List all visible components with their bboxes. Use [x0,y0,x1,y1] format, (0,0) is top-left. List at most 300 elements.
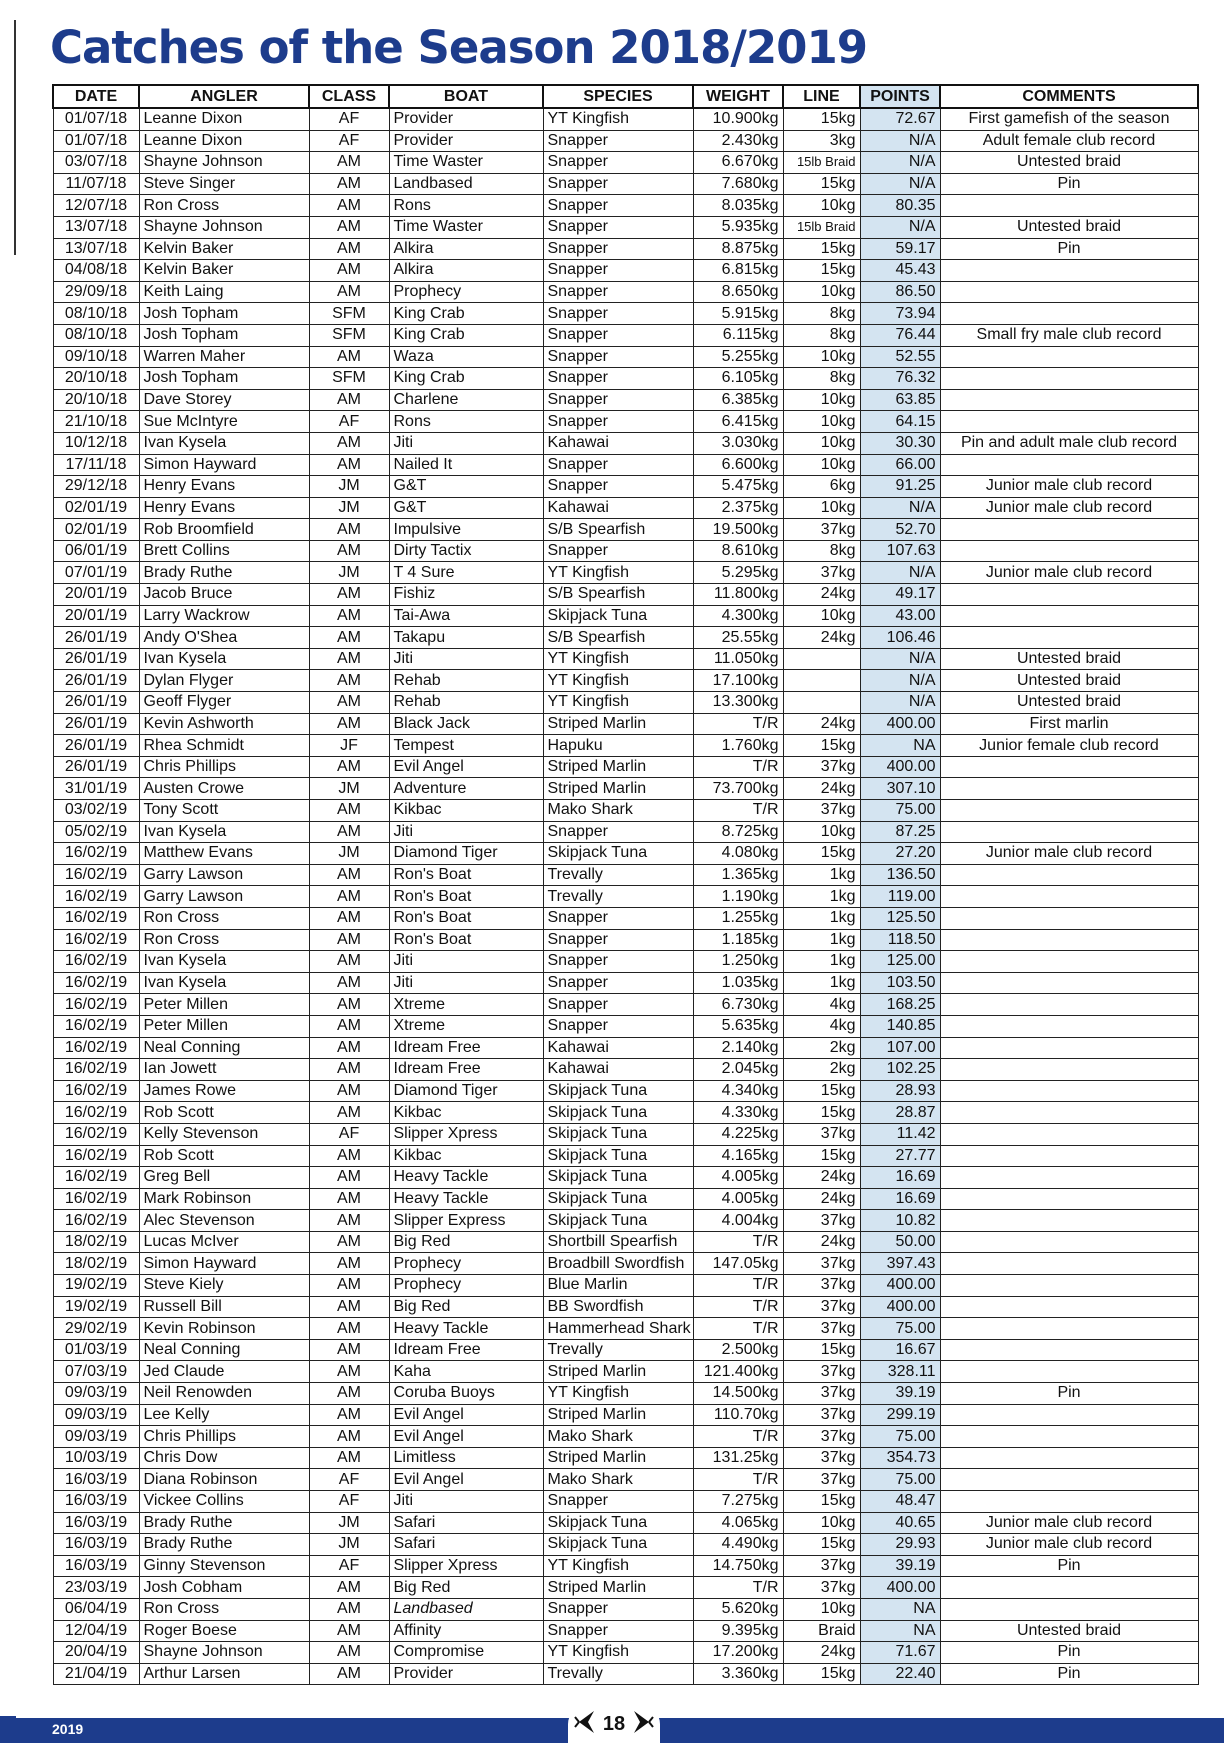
cell-species: Snapper [543,346,693,368]
cell-boat: Idream Free [389,1059,543,1081]
cell-points: N/A [860,670,940,692]
cell-date: 03/07/18 [53,152,139,174]
table-row [53,1145,1198,1167]
cell-class: AM [309,800,389,822]
cell-class: AM [309,1275,389,1297]
cell-angler: Josh Topham [139,303,309,325]
cell-weight: 2.045kg [693,1059,783,1081]
cell-class: AM [309,1598,389,1620]
cell-species: Skipjack Tuna [543,1188,693,1210]
cell-boat: Ron's Boat [389,864,543,886]
cell-angler: Brady Ruthe [139,562,309,584]
cell-date: 26/01/19 [53,756,139,778]
cell-boat: Rehab [389,692,543,714]
cell-date: 07/03/19 [53,1361,139,1383]
cell-weight: 1.365kg [693,864,783,886]
cell-class: AM [309,260,389,282]
table-row [53,670,1198,692]
table-row [53,1404,1198,1426]
cell-comments [940,1404,1198,1426]
cell-line: 37kg [783,1361,860,1383]
cell-boat: Prophecy [389,281,543,303]
cell-angler: Lucas McIver [139,1231,309,1253]
cell-species: Snapper [543,152,693,174]
cell-species: Skipjack Tuna [543,1534,693,1556]
cell-angler: Larry Wackrow [139,605,309,627]
table-row [53,108,1198,130]
table-row [53,843,1198,865]
cell-date: 03/02/19 [53,800,139,822]
cell-boat: Slipper Xpress [389,1123,543,1145]
cell-boat: Prophecy [389,1253,543,1275]
cell-species: Striped Marlin [543,1447,693,1469]
cell-weight: 1.185kg [693,929,783,951]
cell-boat: Slipper Express [389,1210,543,1232]
cell-species: Skipjack Tuna [543,843,693,865]
column-header-boat: BOAT [389,85,543,108]
cell-comments [940,540,1198,562]
cell-points: 400.00 [860,1275,940,1297]
cell-weight: 8.875kg [693,238,783,260]
cell-line: 10kg [783,281,860,303]
cell-class: AM [309,821,389,843]
cell-date: 21/10/18 [53,411,139,433]
table-row [53,476,1198,498]
cell-weight: 5.935kg [693,216,783,238]
cell-comments [940,864,1198,886]
column-header-angler: ANGLER [139,85,309,108]
cell-line: 37kg [783,1210,860,1232]
cell-comments [940,519,1198,541]
column-header-class: CLASS [309,85,389,108]
cell-boat: Provider [389,108,543,130]
cell-line: 10kg [783,389,860,411]
table-row [53,260,1198,282]
cell-date: 29/12/18 [53,476,139,498]
table-row [53,497,1198,519]
table-row [53,1383,1198,1405]
cell-comments [940,1598,1198,1620]
cell-species: Shortbill Spearfish [543,1231,693,1253]
cell-weight: 9.395kg [693,1620,783,1642]
cell-date: 29/02/19 [53,1318,139,1340]
cell-species: Snapper [543,195,693,217]
cell-points: 11.42 [860,1123,940,1145]
cell-points: 49.17 [860,584,940,606]
cell-boat: Jiti [389,1491,543,1513]
cell-line: 37kg [783,1383,860,1405]
cell-species: Snapper [543,216,693,238]
cell-boat: Takapu [389,627,543,649]
cell-points: 71.67 [860,1642,940,1664]
cell-angler: Josh Topham [139,368,309,390]
cell-angler: Russell Bill [139,1296,309,1318]
table-row [53,994,1198,1016]
cell-angler: Shayne Johnson [139,1642,309,1664]
table-row [53,130,1198,152]
cell-species: Trevally [543,1339,693,1361]
cell-angler: Henry Evans [139,476,309,498]
cell-points: 354.73 [860,1447,940,1469]
cell-species: YT Kingfish [543,1555,693,1577]
cell-line: 15kg [783,108,860,130]
cell-points: 39.19 [860,1383,940,1405]
cell-species: S/B Spearfish [543,519,693,541]
cell-weight: 8.725kg [693,821,783,843]
cell-date: 16/02/19 [53,886,139,908]
cell-boat: Diamond Tiger [389,843,543,865]
cell-line: 15lb Braid [783,216,860,238]
cell-line: 1kg [783,929,860,951]
cell-date: 16/02/19 [53,1037,139,1059]
cell-species: Snapper [543,540,693,562]
cell-boat: Time Waster [389,216,543,238]
cell-weight: 5.475kg [693,476,783,498]
table-row [53,411,1198,433]
cell-line: 24kg [783,713,860,735]
cell-species: Kahawai [543,432,693,454]
cell-angler: Austen Crowe [139,778,309,800]
cell-species: Striped Marlin [543,756,693,778]
cell-class: JF [309,735,389,757]
cell-date: 16/02/19 [53,843,139,865]
cell-date: 08/10/18 [53,324,139,346]
cell-species: YT Kingfish [543,562,693,584]
cell-class: JM [309,1534,389,1556]
cell-comments: Junior male club record [940,843,1198,865]
cell-class: AF [309,1123,389,1145]
cell-species: Mako Shark [543,800,693,822]
cell-points: 30.30 [860,432,940,454]
cell-boat: Big Red [389,1296,543,1318]
cell-comments [940,454,1198,476]
cell-weight: 6.105kg [693,368,783,390]
cell-species: Striped Marlin [543,713,693,735]
cell-class: AM [309,1620,389,1642]
page-number: 18 [602,1713,626,1735]
cell-species: Striped Marlin [543,1577,693,1599]
table-row [53,907,1198,929]
cell-date: 18/02/19 [53,1231,139,1253]
cell-points: 400.00 [860,713,940,735]
cell-species: Skipjack Tuna [543,1080,693,1102]
cell-boat: King Crab [389,368,543,390]
cell-weight: 5.635kg [693,1015,783,1037]
cell-points: 27.77 [860,1145,940,1167]
cell-species: Skipjack Tuna [543,1210,693,1232]
cell-species: Hammerhead Shark [543,1318,693,1340]
table-row [53,216,1198,238]
cell-angler: Brady Ruthe [139,1512,309,1534]
cell-boat: Ron's Boat [389,907,543,929]
cell-comments [940,1577,1198,1599]
cell-points: 118.50 [860,929,940,951]
cell-boat: Jiti [389,648,543,670]
table-row [53,1598,1198,1620]
cell-comments [940,1037,1198,1059]
cell-class: AM [309,1210,389,1232]
cell-species: Snapper [543,1620,693,1642]
cell-weight: 1.190kg [693,886,783,908]
cell-points: NA [860,1620,940,1642]
cell-angler: Warren Maher [139,346,309,368]
cell-species: Snapper [543,972,693,994]
cell-weight: 17.100kg [693,670,783,692]
cell-comments [940,1059,1198,1081]
cell-comments [940,1296,1198,1318]
cell-date: 16/02/19 [53,864,139,886]
cell-date: 16/02/19 [53,994,139,1016]
cell-weight: 4.225kg [693,1123,783,1145]
cell-weight: 4.005kg [693,1167,783,1189]
cell-class: AM [309,281,389,303]
cell-line: 10kg [783,346,860,368]
cell-weight: 2.375kg [693,497,783,519]
cell-class: AM [309,886,389,908]
cell-comments: Junior male club record [940,562,1198,584]
cell-line: 24kg [783,778,860,800]
cell-date: 26/01/19 [53,627,139,649]
cell-boat: Diamond Tiger [389,1080,543,1102]
cell-class: AM [309,1318,389,1340]
cell-comments: First gamefish of the season [940,108,1198,130]
cell-line: 15kg [783,1534,860,1556]
cell-angler: Dylan Flyger [139,670,309,692]
cell-weight: 8.035kg [693,195,783,217]
cell-class: AM [309,195,389,217]
cell-angler: Shayne Johnson [139,152,309,174]
table-header [53,85,1198,108]
cell-comments [940,1447,1198,1469]
cell-points: N/A [860,497,940,519]
cell-line: 37kg [783,562,860,584]
cell-weight: 6.670kg [693,152,783,174]
cell-species: Snapper [543,303,693,325]
cell-class: AM [309,1339,389,1361]
cell-species: YT Kingfish [543,648,693,670]
cell-points: 66.00 [860,454,940,476]
cell-species: Striped Marlin [543,1361,693,1383]
table-row [53,692,1198,714]
cell-weight: 73.700kg [693,778,783,800]
cell-line: 4kg [783,1015,860,1037]
cell-comments [940,1080,1198,1102]
table-row [53,1275,1198,1297]
cell-weight: 8.650kg [693,281,783,303]
cell-comments: Junior male club record [940,497,1198,519]
cell-weight: 14.750kg [693,1555,783,1577]
cell-date: 10/12/18 [53,432,139,454]
cell-date: 16/02/19 [53,951,139,973]
cell-class: JM [309,843,389,865]
cell-class: AM [309,216,389,238]
cell-species: Mako Shark [543,1469,693,1491]
cell-boat: Charlene [389,389,543,411]
cell-points: N/A [860,173,940,195]
cell-date: 16/03/19 [53,1469,139,1491]
table-row [53,800,1198,822]
cell-angler: Alec Stevenson [139,1210,309,1232]
table-row [53,886,1198,908]
cell-line: 15kg [783,1491,860,1513]
cell-comments [940,756,1198,778]
cell-boat: Tai-Awa [389,605,543,627]
cell-comments [940,951,1198,973]
table-row [53,1253,1198,1275]
cell-date: 02/01/19 [53,519,139,541]
cell-angler: Kelvin Baker [139,260,309,282]
cell-weight: 14.500kg [693,1383,783,1405]
cell-angler: Ron Cross [139,195,309,217]
table-row [53,540,1198,562]
cell-boat: Fishiz [389,584,543,606]
cell-boat: Time Waster [389,152,543,174]
cell-points: 328.11 [860,1361,940,1383]
cell-line: 24kg [783,1188,860,1210]
cell-date: 26/01/19 [53,692,139,714]
cell-weight: 110.70kg [693,1404,783,1426]
cell-angler: Chris Phillips [139,1426,309,1448]
cell-line: 10kg [783,1512,860,1534]
cell-points: 106.46 [860,627,940,649]
cell-line: 10kg [783,1598,860,1620]
cell-boat: Jiti [389,972,543,994]
table-row [53,1339,1198,1361]
cell-weight: 17.200kg [693,1642,783,1664]
cell-species: Snapper [543,324,693,346]
cell-class: AM [309,1059,389,1081]
cell-angler: Roger Boese [139,1620,309,1642]
cell-weight: 1.255kg [693,907,783,929]
cell-line: 37kg [783,1577,860,1599]
cell-line: 1kg [783,951,860,973]
table-row [53,627,1198,649]
cell-class: AM [309,627,389,649]
cell-angler: Simon Hayward [139,1253,309,1275]
cell-date: 26/01/19 [53,735,139,757]
column-header-species: SPECIES [543,85,693,108]
cell-line: Braid [783,1620,860,1642]
cell-class: AM [309,1037,389,1059]
cell-points: 75.00 [860,1469,940,1491]
cell-species: Snapper [543,821,693,843]
cell-weight: T/R [693,1469,783,1491]
cell-points: 45.43 [860,260,940,282]
cell-points: 140.85 [860,1015,940,1037]
cell-line: 8kg [783,303,860,325]
cell-points: 39.19 [860,1555,940,1577]
cell-line: 37kg [783,1296,860,1318]
cell-class: AM [309,432,389,454]
cell-weight: 4.300kg [693,605,783,627]
cell-species: Snapper [543,994,693,1016]
table-row [53,1361,1198,1383]
cell-date: 19/02/19 [53,1275,139,1297]
cell-date: 05/02/19 [53,821,139,843]
cell-points: 73.94 [860,303,940,325]
cell-line: 24kg [783,584,860,606]
cell-class: AM [309,692,389,714]
cell-angler: Neal Conning [139,1339,309,1361]
cell-boat: Provider [389,130,543,152]
cell-line: 1kg [783,864,860,886]
cell-angler: Simon Hayward [139,454,309,476]
cell-points: 52.70 [860,519,940,541]
cell-weight: 4.165kg [693,1145,783,1167]
cell-angler: Geoff Flyger [139,692,309,714]
cell-date: 23/03/19 [53,1577,139,1599]
cell-boat: Impulsive [389,519,543,541]
cell-comments [940,778,1198,800]
cell-class: AM [309,1080,389,1102]
table-row [53,1512,1198,1534]
cell-class: AM [309,1577,389,1599]
table-row [53,1642,1198,1664]
cell-weight: T/R [693,1231,783,1253]
cell-line: 15kg [783,1102,860,1124]
cell-weight: 5.915kg [693,303,783,325]
cell-species: Skipjack Tuna [543,1167,693,1189]
cell-line: 37kg [783,1275,860,1297]
cell-comments: First marlin [940,713,1198,735]
cell-weight: 5.255kg [693,346,783,368]
cell-species: Striped Marlin [543,1404,693,1426]
cell-comments [940,929,1198,951]
cell-points: 119.00 [860,886,940,908]
cell-boat: Rehab [389,670,543,692]
cell-weight: 10.900kg [693,108,783,130]
cell-species: Snapper [543,907,693,929]
cell-comments: Untested braid [940,692,1198,714]
cell-points: 400.00 [860,1296,940,1318]
cell-line: 15kg [783,735,860,757]
cell-class: JM [309,497,389,519]
cell-line: 15kg [783,1080,860,1102]
cell-points: 48.47 [860,1491,940,1513]
cell-weight: 7.275kg [693,1491,783,1513]
table-row [53,1426,1198,1448]
cell-date: 20/01/19 [53,584,139,606]
cell-comments [940,411,1198,433]
cell-boat: Affinity [389,1620,543,1642]
cell-points: 76.32 [860,368,940,390]
cell-boat: Kikbac [389,1145,543,1167]
cell-weight: 4.004kg [693,1210,783,1232]
cell-class: AM [309,994,389,1016]
cell-weight: 4.490kg [693,1534,783,1556]
cell-comments [940,627,1198,649]
cell-comments: Junior male club record [940,1512,1198,1534]
cell-comments: Untested braid [940,648,1198,670]
cell-angler: Peter Millen [139,1015,309,1037]
cell-line: 15kg [783,843,860,865]
cell-date: 09/03/19 [53,1404,139,1426]
cell-angler: Peter Millen [139,994,309,1016]
cell-weight: 4.065kg [693,1512,783,1534]
cell-weight: 4.080kg [693,843,783,865]
cell-species: Snapper [543,454,693,476]
cell-date: 13/07/18 [53,216,139,238]
cell-comments [940,907,1198,929]
cell-angler: Ron Cross [139,907,309,929]
cell-angler: Rhea Schmidt [139,735,309,757]
table-row [53,238,1198,260]
cell-points: 307.10 [860,778,940,800]
cell-comments [940,303,1198,325]
cell-comments: Pin [940,1383,1198,1405]
cell-angler: Kevin Robinson [139,1318,309,1340]
cell-points: 16.69 [860,1167,940,1189]
